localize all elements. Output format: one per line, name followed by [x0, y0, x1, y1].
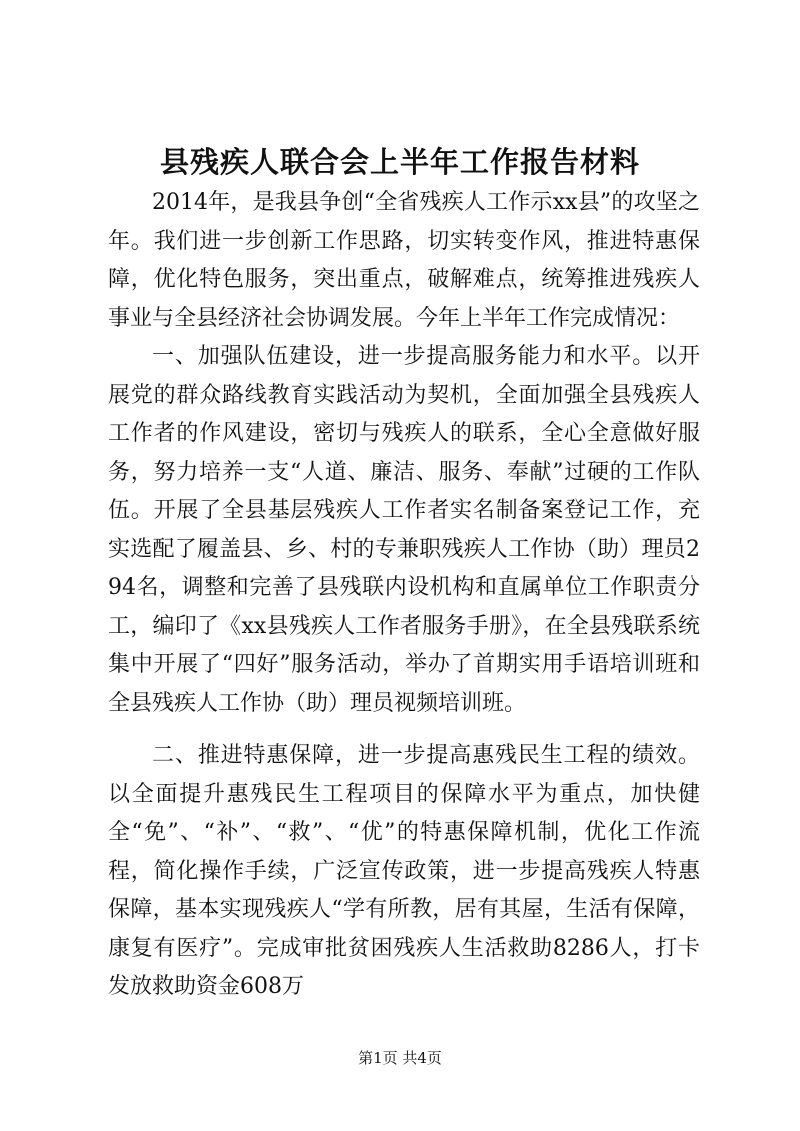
paragraph-section-2: 二、推进特惠保障，进一步提高惠残民生工程的绩效。以全面提升惠残民生工程项目的保障水平为重点，加快健全“免”、“补”、“救”、“优”的特惠保障机制，优化工作流程，简化操作手续，广泛宣传政策，进一步提高残疾人特惠保障，基本实现残疾人“学有所教，居有其屋，生活有保障，康复有医疗”。完成审批贫困残疾人生活救助8286人，打卡发放救助资金608万: [108, 743, 700, 999]
document-title: 县残疾人联合会上半年工作报告材料: [159, 145, 640, 179]
paragraph-section-1: 一、加强队伍建设，进一步提高服务能力和水平。以开展党的群众路线教育实践活动为契机，全面加强全县残疾人工作者的作风建设，密切与残疾人的联系，全心全意做好服务，努力培养一支“人道、廉洁、服务、奉献”过硬的工作队伍。开展了全县基层残疾人工作者实名制备案登记工作，充实选配了履盖县、乡、村的专兼职残疾人工作协（助）理员294名，调整和完善了县残联内设机构和直属单位工作职责分工，编印了《xx县残疾人工作者服务手册》，在全县残联系统集中开展了“四好”服务活动，举办了首期实用手语培训班和全县残疾人工作协（助）理员视频培训班。: [108, 344, 700, 716]
document-body: [108, 184, 700, 1007]
paragraph-intro: 2014年，是我县争创“全省残疾人工作示xx县”的攻坚之年。我们进一步创新工作思路，切实转变作风，推进特惠保障，优化特色服务，突出重点，破解难点，统筹推进残疾人事业与全县经济社会协调发展。今年上半年工作完成情况：: [108, 190, 700, 331]
page-footer: 第1页 共4页: [358, 1049, 442, 1067]
